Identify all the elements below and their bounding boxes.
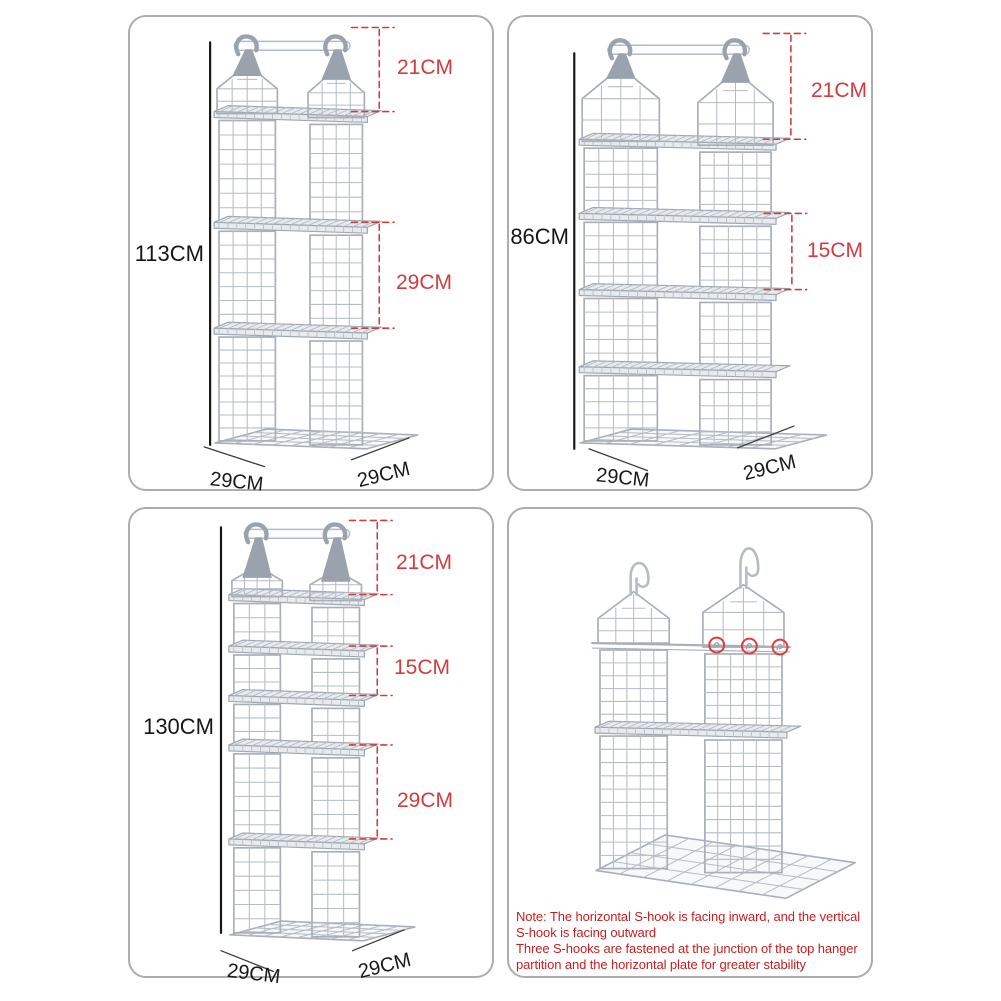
tr-total-height-label: 86CM <box>510 224 569 249</box>
tl-compartment-height-label: 29CM <box>396 271 453 294</box>
panel-organizer-130cm <box>128 507 494 989</box>
tr-hanger-height-label: 21CM <box>811 79 868 102</box>
tl-depth-label: 29CM <box>355 457 413 493</box>
br-note-text <box>516 909 872 973</box>
bl-large-compartment-label: 29CM <box>397 789 454 812</box>
tl-total-height-label: 113CM <box>134 241 204 266</box>
tr-depth-label: 29CM <box>741 450 799 486</box>
bl-small-compartment-label: 15CM <box>394 656 451 679</box>
panel-organizer-113cm <box>128 15 494 496</box>
panel-organizer-86cm <box>507 15 873 491</box>
br-note-line-2: Three S-hooks are fastened at the junction of the top hanger partition and the horizontal plate for greater stability <box>516 941 858 972</box>
tl-width-label: 29CM <box>208 468 265 496</box>
panel-hook-detail <box>507 507 873 978</box>
bl-depth-label: 29CM <box>356 948 414 984</box>
bl-width-label: 29CM <box>225 959 282 989</box>
tl-hanger-height-label: 21CM <box>397 56 454 79</box>
hook-detail-illustration <box>509 509 871 976</box>
bl-hanger-height-label: 21CM <box>396 551 453 574</box>
organizer-130cm-illustration <box>130 509 492 976</box>
bl-total-height-label: 130CM <box>143 714 214 739</box>
tr-width-label: 29CM <box>594 464 651 492</box>
tr-compartment-height-label: 15CM <box>807 239 864 262</box>
br-note-line-1: Note: The horizontal S-hook is facing inward, and the vertical S-hook is facing outward <box>516 909 861 940</box>
